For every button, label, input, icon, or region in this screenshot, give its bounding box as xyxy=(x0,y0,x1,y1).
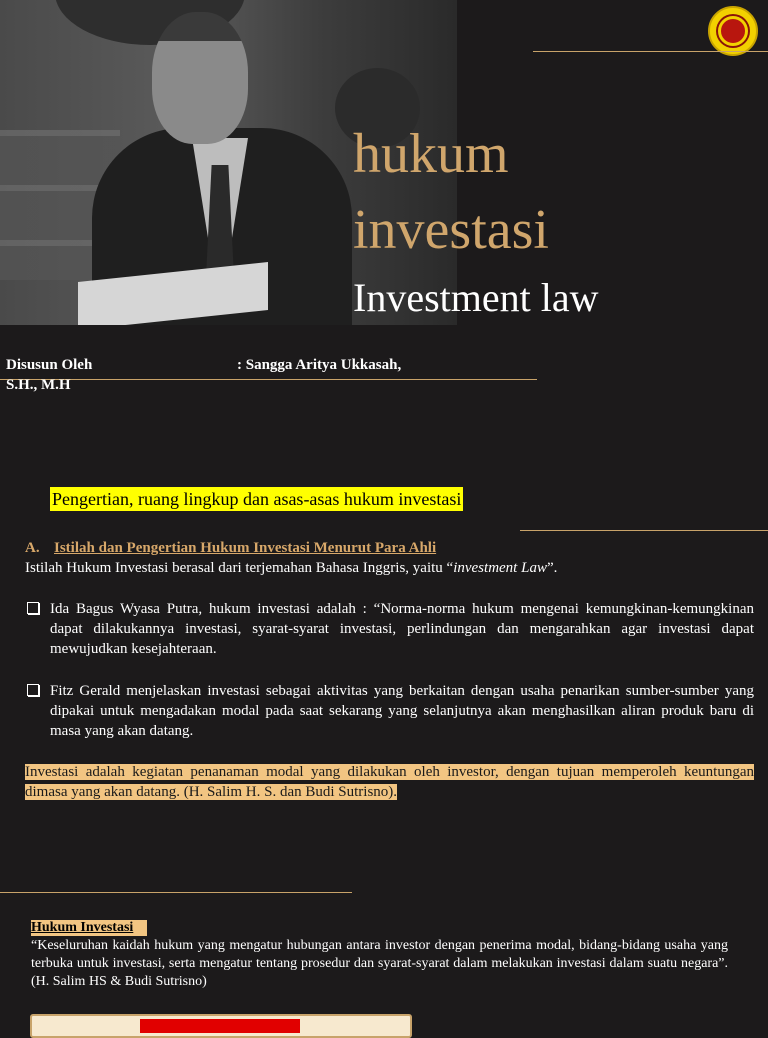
checkbox-bullet-icon xyxy=(27,602,39,614)
title-subtitle: Investment law xyxy=(353,275,599,320)
list-item-text: Fitz Gerald menjelaskan investasi sebagai aktivitas yang berkaitan dengan usaha penarikan sumber-sumber yang dipakai untuk mengadakan modal pada saat sekarang yang selanjutnya akan menghasilkan aliran produk baru di masa yang akan datang. xyxy=(50,683,754,739)
highlighted-definition xyxy=(25,762,754,802)
bottom-box-red-bar xyxy=(140,1019,300,1033)
intro-text: Istilah Hukum Investasi berasal dari terjemahan Bahasa Inggris, yaitu “ xyxy=(25,560,454,576)
divider-author xyxy=(0,379,537,380)
author-label: Disusun Oleh xyxy=(6,357,93,373)
section-a-heading xyxy=(25,538,754,558)
photo-person-head xyxy=(152,12,248,144)
definition-heading: Hukum Investasi xyxy=(31,920,147,936)
title-line-2: investasi xyxy=(353,199,549,261)
section-a-number: A. xyxy=(25,540,40,556)
divider-top-right xyxy=(533,51,768,52)
intro-italic-term: investment Law xyxy=(453,560,547,576)
title-line-1: hukum xyxy=(353,123,509,185)
bottom-box xyxy=(30,1014,412,1038)
section-a-intro xyxy=(25,558,754,578)
highlighted-definition-text: Investasi adalah kegiatan penanaman modal yang dilakukan oleh investor, dengan tujuan memperoleh keuntungan dimasa yang akan datang. (H. Salim H. S. dan Budi Sutrisno). xyxy=(25,764,754,800)
divider-subject xyxy=(520,530,768,531)
list-item-text: Ida Bagus Wyasa Putra, hukum investasi adalah : “Norma-norma hukum mengenai kemungkinan-kemungkinan dapat dilakukannya investasi, syarat-syarat investasi, perlindungan dan mengarahkan agar investasi dapat mewujudkan kesejahteraan. xyxy=(50,601,754,657)
checkbox-bullet-icon xyxy=(27,684,39,696)
subject-heading: Pengertian, ruang lingkup dan asas-asas hukum investasi xyxy=(52,489,462,509)
list-item xyxy=(25,681,754,741)
intro-closing: ”. xyxy=(546,560,558,576)
definition-body: “Keseluruhan kaidah hukum yang mengatur hubungan antara investor dengan penerima modal, bidang-bidang usaha yang terbuka untuk investasi, serta mengatur tentang prosedur dan syarat-syarat dalam melakukan investasi dalam suatu negara”. (H. Salim HS & Budi Sutrisno) xyxy=(31,938,728,989)
section-a-title: Istilah dan Pengertian Hukum Investasi Menurut Para Ahli xyxy=(54,540,437,556)
author-name: : Sangga Aritya Ukkasah, xyxy=(237,357,402,373)
divider-bottom xyxy=(0,892,352,893)
logo-emblem xyxy=(718,16,748,46)
list-item xyxy=(25,599,754,659)
university-logo-icon xyxy=(708,6,758,56)
author-degree: S.H., M.H xyxy=(6,377,71,393)
